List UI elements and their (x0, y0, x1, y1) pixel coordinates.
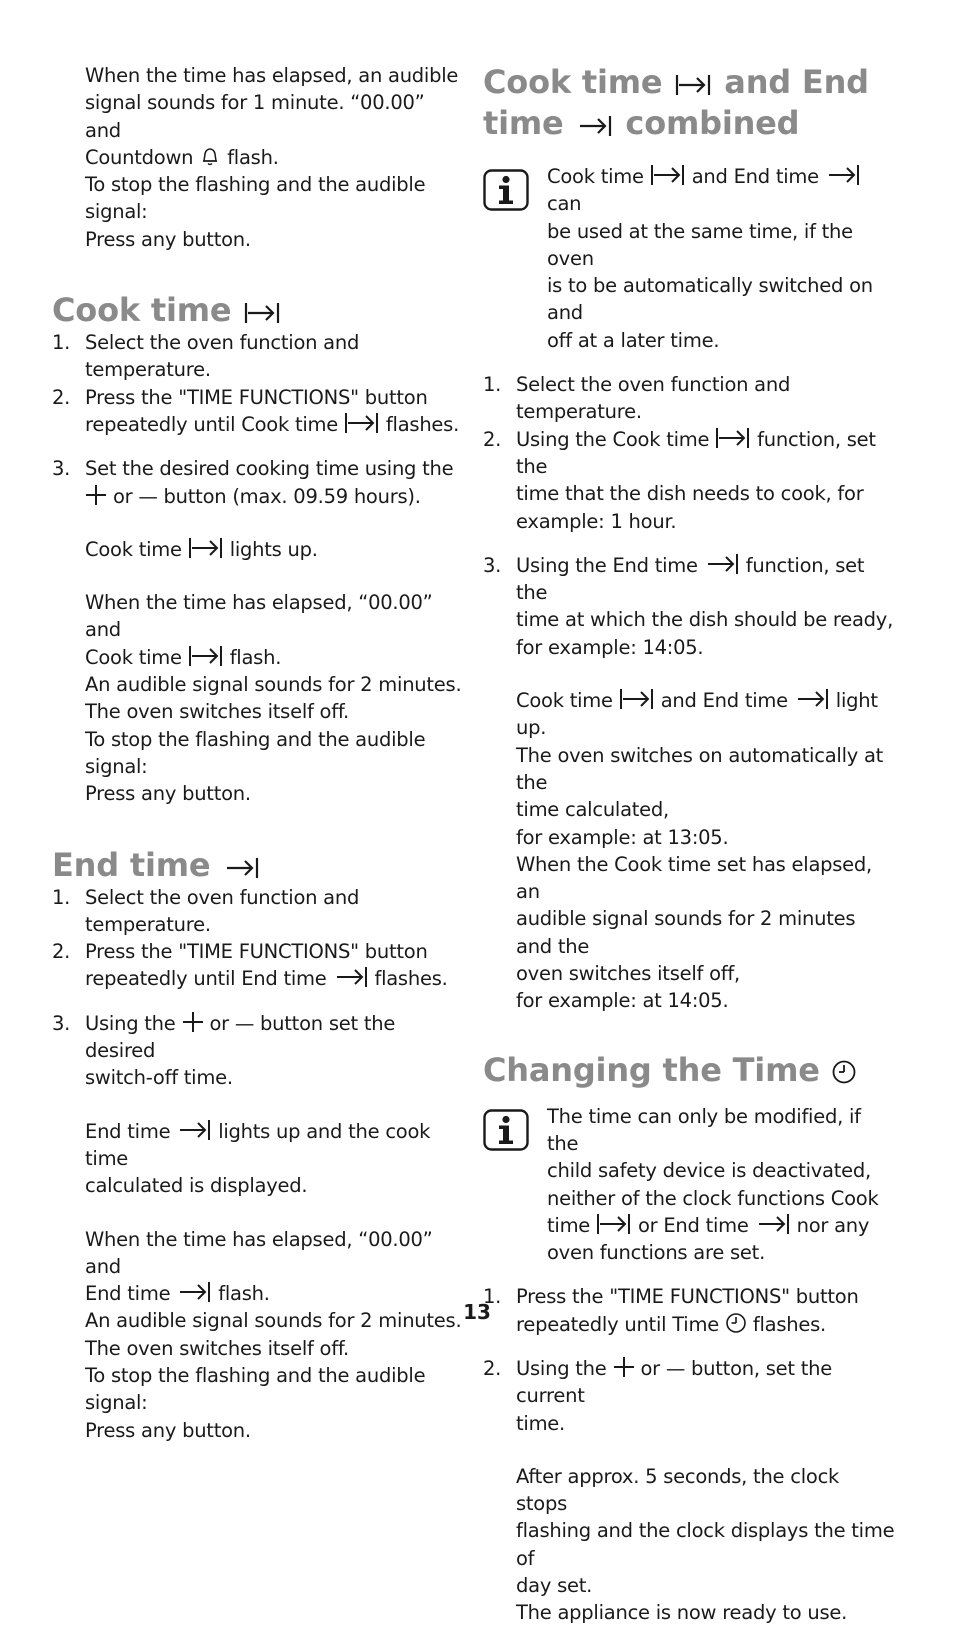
cook-time-icon (619, 688, 655, 710)
end-time-icon (333, 966, 369, 988)
text-line: flashing and the clock displays the time of (516, 1519, 895, 1570)
cook-time-icon (188, 645, 224, 667)
text-fragment: End time (85, 1282, 171, 1306)
text-line: oven switches itself off, (516, 962, 740, 986)
end-time-icon (825, 164, 861, 186)
text-line: When the time has elapsed, “00.00” and (85, 1227, 433, 1278)
end-time-icon (704, 553, 740, 575)
text-fragment: for example: 14:05. (516, 635, 704, 659)
heading-text: Cook time (52, 291, 232, 330)
text-line: The oven switches itself off. (85, 1336, 349, 1360)
text-line: for example: at 14:05. (516, 989, 729, 1013)
list-item (483, 371, 895, 426)
text-fragment: repeatedly until Time (516, 1312, 719, 1336)
text-fragment: example: 1 hour. (516, 509, 677, 533)
text-line: The oven switches itself off. (85, 700, 349, 724)
text-fragment: Using the End time (516, 553, 698, 577)
list-text: Select the oven function and temperature. (85, 885, 360, 936)
text-fragment: light up. (516, 689, 878, 740)
list-number: 2. (483, 427, 502, 451)
text-fragment: Cook time (547, 165, 644, 188)
list-text (85, 384, 462, 439)
paragraph (516, 1463, 895, 1627)
list-item (483, 1355, 895, 1437)
text-line: When the time has elapsed, “00.00” and (85, 591, 433, 642)
text-line: signal sounds for 1 minute. “00.00” and (85, 91, 425, 142)
list-item (483, 426, 895, 535)
end-time-icon (221, 856, 261, 880)
list-number: 2. (52, 940, 71, 964)
text-line (547, 1212, 895, 1239)
list-number: 3. (52, 457, 71, 481)
cook-time-icon (344, 412, 380, 434)
plus-icon (182, 1011, 204, 1033)
text-line: for example: at 13:05. (516, 825, 729, 849)
text-fragment: or — button (max. 09.59 hours). (112, 484, 421, 508)
text-line: audible signal sounds for 2 minutes and the (516, 907, 856, 958)
cook-time-icon (596, 1213, 632, 1235)
text-line: child safety device is deactivated, (547, 1159, 871, 1183)
text-fragment: time (547, 1213, 591, 1237)
list-number: 1. (483, 1285, 502, 1309)
list-item (52, 384, 462, 439)
end-time-icon (176, 1119, 212, 1141)
list-number: 2. (52, 385, 71, 409)
text-fragment: Cook time (516, 689, 613, 713)
cook-time-icon (242, 301, 282, 325)
list-number: 2. (483, 1356, 502, 1380)
heading-text: and End (724, 63, 869, 101)
text-fragment: Press the "TIME FUNCTIONS" button (85, 385, 428, 409)
text-fragment: repeatedly until End time (85, 967, 327, 991)
heading-text: End time (52, 845, 211, 884)
list-item (52, 1010, 462, 1092)
right-column (483, 62, 895, 1627)
text-fragment: flashes. (374, 967, 448, 991)
list-text (516, 1355, 895, 1437)
paragraph (85, 1226, 462, 1444)
list-item (483, 552, 895, 661)
text-fragment: flashes. (385, 412, 460, 436)
plus-icon (613, 1356, 635, 1378)
text-line: After approx. 5 seconds, the clock stops (516, 1464, 840, 1516)
text-line: An audible signal sounds for 2 minutes. (85, 673, 462, 697)
list-text (516, 426, 895, 535)
countdown-elapsed-text (85, 62, 462, 253)
text-line: The oven switches on automatically at the (516, 743, 884, 794)
plus-icon (85, 484, 107, 506)
list-number: 1. (483, 373, 502, 397)
list-item (52, 455, 462, 510)
text-fragment: flash. (229, 645, 282, 669)
text-line: oven functions are set. (547, 1241, 766, 1265)
list-text: Select the oven function and temperature. (516, 373, 791, 424)
text-fragment: Using the (516, 1356, 607, 1380)
text-fragment: lights up and the cook time (85, 1119, 431, 1170)
list-text (516, 552, 895, 661)
left-column (52, 62, 462, 1444)
text-fragment: or End time (637, 1213, 749, 1237)
text-fragment: End time (85, 1119, 171, 1143)
text-fragment: Cook time (85, 645, 182, 669)
text-line: The appliance is now ready to use. (516, 1601, 848, 1625)
text-line: be used at the same time, if the oven (547, 219, 853, 270)
clock-icon (831, 1059, 857, 1085)
text-line (85, 144, 462, 171)
info-note (483, 163, 895, 354)
text-line: neither of the clock functions Cook (547, 1186, 879, 1210)
text-line: When the time has elapsed, an audible (85, 64, 459, 87)
text-fragment: or — button set the desired (85, 1011, 396, 1063)
list-number: 3. (52, 1011, 71, 1035)
text-fragment: Countdown (85, 145, 194, 169)
text-line (85, 536, 462, 563)
paragraph (516, 687, 895, 1015)
section-heading-end-time (52, 846, 462, 884)
text-line (547, 163, 895, 218)
list-number: 1. (52, 885, 71, 909)
bell-icon (199, 145, 221, 167)
text-fragment: Press the "TIME FUNCTIONS" button (85, 940, 428, 964)
text-line: Press any button. (85, 782, 251, 806)
heading-text: time (483, 104, 564, 142)
text-fragment: or — button, set the current (516, 1356, 833, 1408)
info-icon (483, 1109, 529, 1151)
text-line: To stop the flashing and the audible signal: (85, 173, 426, 224)
paragraph (85, 589, 462, 807)
text-fragment: function, set the (516, 553, 865, 605)
heading-text: Cook time (483, 63, 663, 101)
text-fragment: and End time (691, 165, 819, 188)
end-time-icon (794, 688, 830, 710)
list-text (85, 455, 462, 510)
text-fragment: flash. (227, 145, 279, 169)
text-line: Press any button. (85, 227, 251, 251)
list-text (85, 1010, 462, 1092)
text-line: is to be automatically switched on and (547, 274, 873, 325)
text-fragment: Set the desired cooking time using the (85, 457, 454, 481)
text-fragment: flashes. (752, 1312, 826, 1336)
list-text (85, 938, 462, 993)
end-time-icon (755, 1213, 791, 1235)
text-line (85, 1118, 462, 1173)
text-line (85, 644, 462, 671)
cook-time-icon (188, 537, 224, 559)
text-line: When the Cook time set has elapsed, an (516, 852, 873, 904)
text-fragment: repeatedly until Cook time (85, 412, 339, 436)
heading-text: Changing the Time (483, 1050, 820, 1089)
text-fragment: lights up. (229, 537, 318, 561)
text-fragment: function, set the (516, 427, 876, 478)
text-fragment: Press the "TIME FUNCTIONS" button (516, 1285, 859, 1309)
text-line: To stop the flashing and the audible signal: (85, 1363, 426, 1415)
text-line: The time can only be modified, if the (547, 1104, 861, 1155)
heading-text: combined (625, 104, 800, 142)
page-number: 13 (463, 1300, 491, 1324)
text-fragment: flash. (218, 1282, 270, 1306)
end-time-icon (574, 114, 614, 138)
list-number: 1. (52, 331, 71, 355)
list-text: Select the oven function and temperature. (85, 331, 360, 382)
text-line: day set. (516, 1574, 593, 1598)
section-heading-cook-time (52, 291, 462, 329)
section-heading-changing-time (483, 1051, 895, 1089)
paragraph (85, 1118, 462, 1200)
text-line: calculated is displayed. (85, 1174, 308, 1198)
text-fragment: time at which the dish should be ready, (516, 608, 894, 632)
text-fragment: and End time (660, 689, 788, 713)
text-fragment: nor any (796, 1213, 870, 1237)
info-note (483, 1103, 895, 1267)
list-item (52, 329, 462, 384)
text-fragment: Using the (85, 1011, 176, 1035)
list-number: 3. (483, 553, 502, 577)
text-fragment: can (547, 192, 582, 216)
text-line: To stop the flashing and the audible signal: (85, 727, 426, 778)
text-line (516, 687, 895, 742)
text-fragment: Using the Cook time (516, 427, 710, 451)
info-icon (483, 169, 529, 211)
cook-time-icon (715, 427, 751, 449)
text-line: time calculated, (516, 798, 670, 822)
text-fragment: time. (516, 1411, 566, 1435)
text-line: An audible signal sounds for 2 minutes. (85, 1309, 462, 1333)
text-fragment: time that the dish needs to cook, for (516, 482, 864, 506)
list-item (52, 884, 462, 939)
text-fragment: switch-off time. (85, 1066, 233, 1090)
text-line: off at a later time. (547, 328, 720, 352)
text-fragment: Cook time (85, 537, 182, 561)
list-item (52, 938, 462, 993)
cook-time-icon (673, 73, 713, 97)
cook-time-icon (650, 164, 686, 186)
section-heading-combined (483, 62, 895, 144)
text-line: Press any button. (85, 1418, 251, 1442)
